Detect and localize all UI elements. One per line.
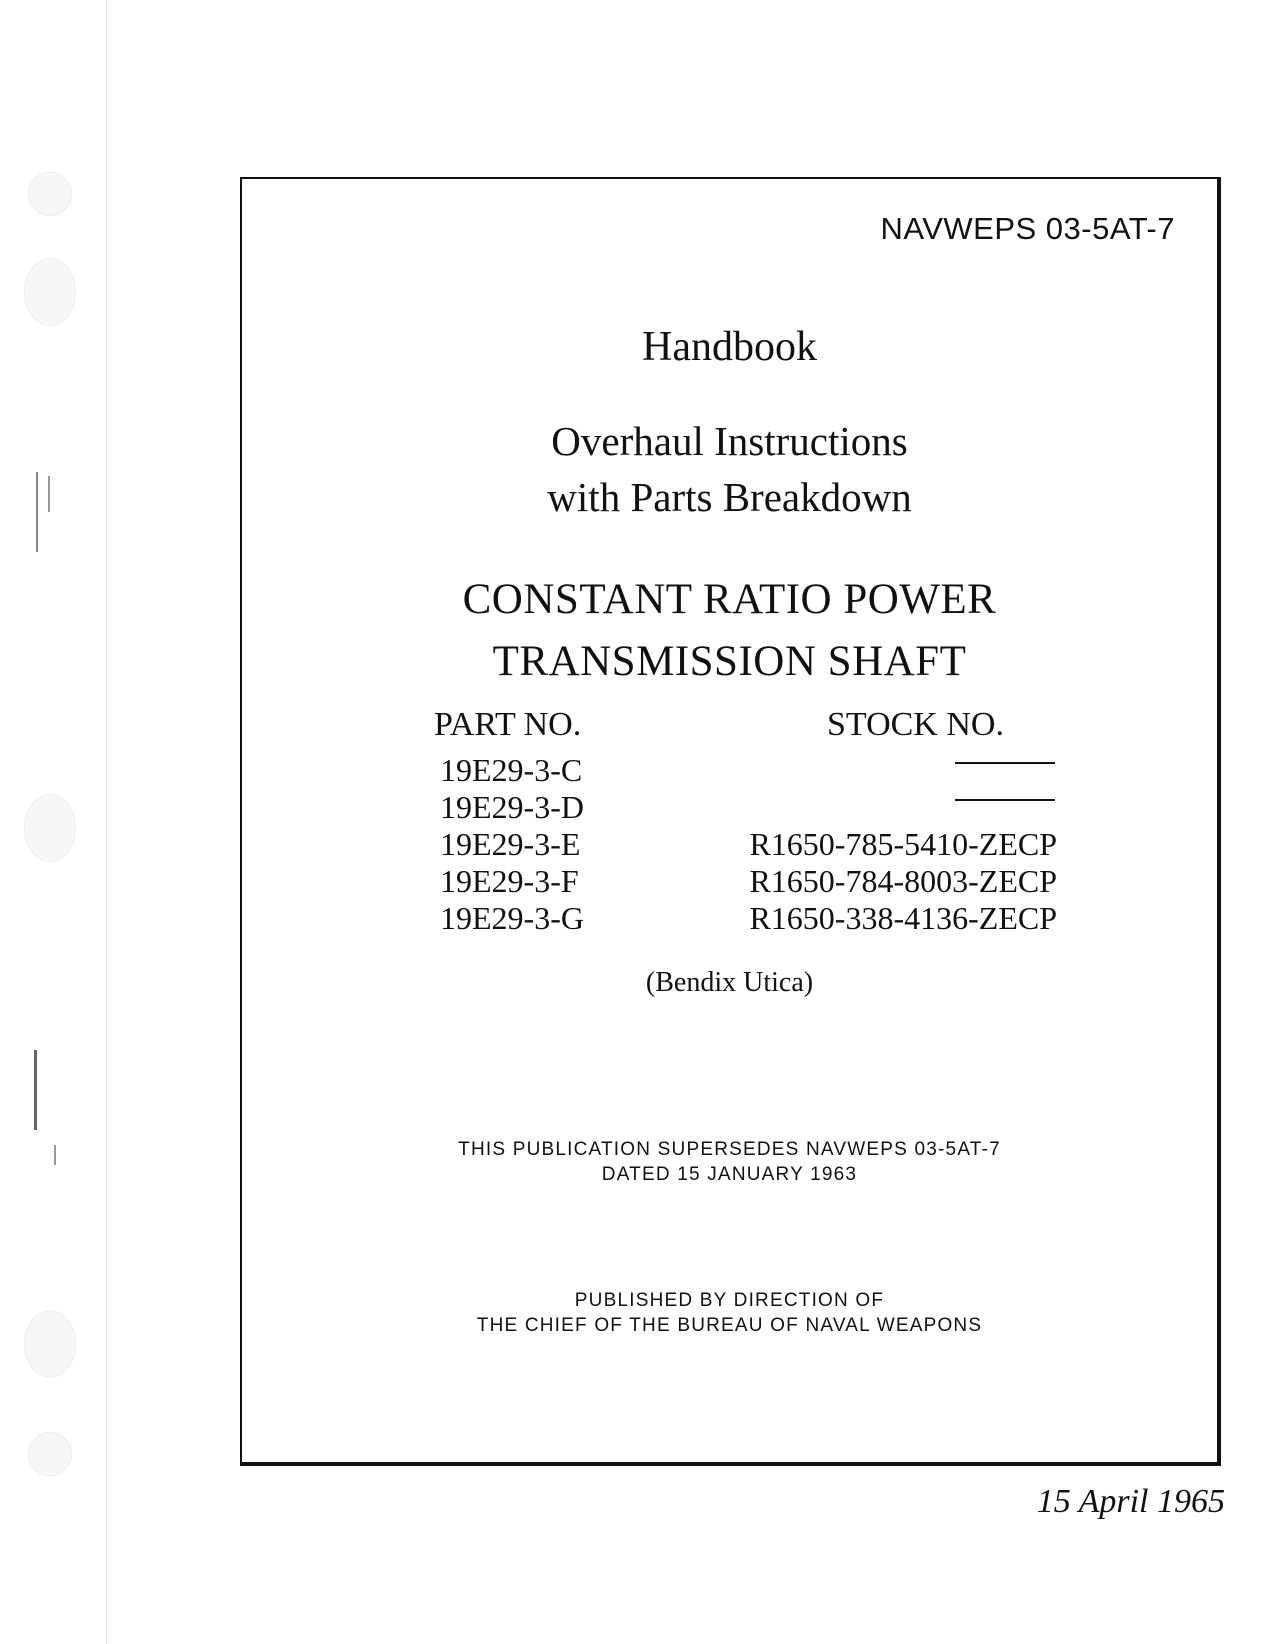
- subtitle: [242, 413, 1217, 525]
- supersedes-notice: [242, 1137, 1217, 1187]
- punch-hole: [24, 794, 76, 862]
- margin-mark: [34, 1050, 37, 1130]
- published-line-1: PUBLISHED BY DIRECTION OF: [574, 1290, 885, 1311]
- stock-number-row: R1650-785-5410-ZECP: [749, 826, 1057, 862]
- published-by-notice: [242, 1288, 1217, 1338]
- punch-hole: [24, 1310, 76, 1378]
- main-title-line-1: CONSTANT RATIO POWER: [462, 576, 997, 623]
- margin-mark: [48, 476, 50, 512]
- stock-number-row-empty: [955, 752, 1055, 789]
- no-stock-dash: [955, 762, 1055, 764]
- stock-number-heading: STOCK NO.: [827, 706, 1004, 743]
- punch-hole: [24, 258, 76, 326]
- main-title-line-2: TRANSMISSION SHAFT: [492, 638, 967, 685]
- stock-number-row: R1650-784-8003-ZECP: [749, 863, 1057, 899]
- supersedes-line-1: THIS PUBLICATION SUPERSEDES NAVWEPS 03-5AT-7: [458, 1139, 1001, 1160]
- part-number-row: 19E29-3-F: [440, 863, 579, 899]
- part-number-row: 19E29-3-G: [440, 900, 584, 936]
- part-number-list: [440, 752, 584, 937]
- main-title: [242, 569, 1217, 693]
- document-number: NAVWEPS 03-5AT-7: [880, 211, 1175, 246]
- stock-number-row: R1650-338-4136-ZECP: [749, 900, 1057, 936]
- no-stock-dash: [955, 799, 1055, 801]
- subtitle-line-2: with Parts Breakdown: [547, 474, 912, 520]
- part-number-heading: PART NO.: [434, 706, 582, 743]
- issue-date: 15 April 1965: [1036, 1483, 1225, 1520]
- punch-hole: [28, 172, 72, 216]
- stock-number-row-empty: [955, 789, 1055, 826]
- manufacturer: (Bendix Utica): [645, 967, 814, 998]
- binding-edge-line: [106, 0, 107, 1644]
- published-line-2: THE CHIEF OF THE BUREAU OF NAVAL WEAPONS: [476, 1315, 983, 1336]
- supersedes-line-2: DATED 15 JANUARY 1963: [601, 1164, 858, 1185]
- subtitle-line-1: Overhaul Instructions: [551, 418, 908, 464]
- margin-mark: [36, 472, 38, 552]
- part-number-row: 19E29-3-E: [440, 826, 581, 862]
- handbook-label: Handbook: [642, 324, 817, 370]
- part-number-row: 19E29-3-D: [440, 789, 584, 825]
- part-number-row: 19E29-3-C: [440, 752, 583, 788]
- stock-number-list: [749, 752, 1057, 937]
- punch-hole: [28, 1432, 72, 1476]
- margin-mark: [54, 1145, 56, 1165]
- cover-frame: [240, 177, 1221, 1466]
